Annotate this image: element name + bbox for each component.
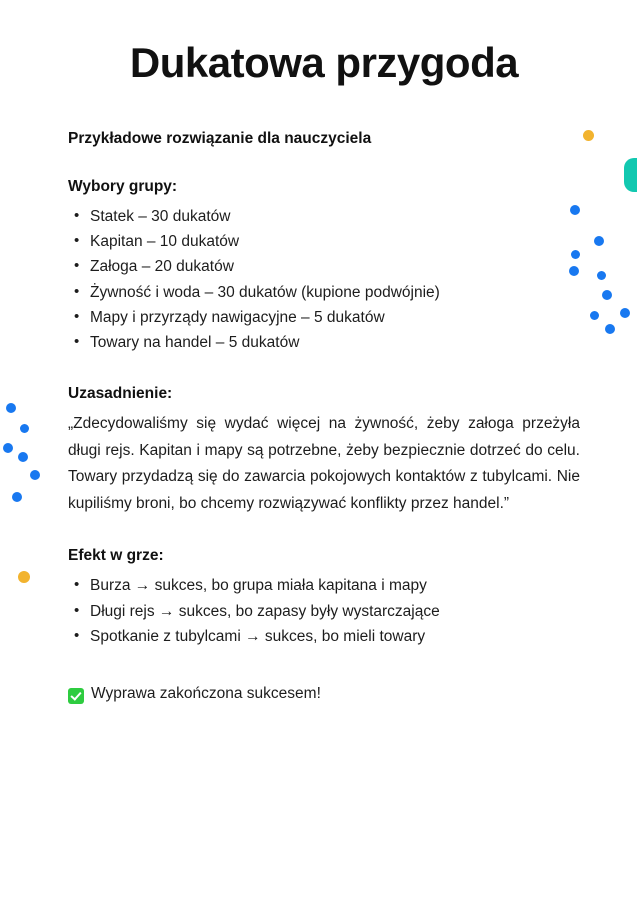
decor-dot-blue-6 [602,290,612,300]
check-mark-icon [68,688,84,704]
decor-teal-shape-right [624,158,637,192]
list-item: • Żywność i woda – 30 dukatów (kupione podwójnie) [74,280,580,305]
list-item: • Towary na handel – 5 dukatów [74,330,580,355]
page-title: Dukatowa przygoda [129,39,519,86]
list-item: • Kapitan – 10 dukatów [74,229,580,254]
decor-dot-yellow-left [18,571,30,583]
decor-dot-blue-left-2 [20,424,29,433]
list-item: • Burza → sukces, bo grupa miała kapitana i mapy [74,573,580,598]
effect-list [68,573,580,648]
section-heading-justification: Uzasadnienie: [68,384,173,402]
decor-dot-blue-5 [597,271,606,280]
decor-dot-yellow-top-right [583,130,594,141]
justification-text: „Zdecydowaliśmy się wydać więcej na żywność, żeby załoga przeżyła długi rejs. Kapitan i mapy są potrzebne, żeby bezpiecznie dotrzeć do celu. Towary przydadzą się do zawarcia pokojowych kontaktów z tubylcami. Nie kupiliśmy broni, bo chcemy rozwiązywać konflikty przez handel.” [68,414,580,512]
result-line [68,685,580,704]
list-item: • Mapy i przyrządy nawigacyjne – 5 dukatów [74,305,580,330]
choices-list [68,204,580,355]
lead-text: Przykładowe rozwiązanie dla nauczyciela [68,130,372,148]
list-item: • Statek – 30 dukatów [74,204,580,229]
section-heading-effect: Efekt w grze: [68,547,164,565]
decor-dot-blue-left-4 [18,452,28,462]
decor-dot-blue-left-1 [6,403,16,413]
decor-dot-blue-9 [605,324,615,334]
decor-dot-blue-8 [620,308,630,318]
list-item: • Załoga – 20 dukatów [74,254,580,279]
decor-dot-blue-left-3 [3,443,13,453]
result-text: Wyprawa zakończona sukcesem! [91,684,321,702]
decor-dot-blue-2 [594,236,604,246]
decor-dot-blue-left-5 [30,470,40,480]
section-heading-choices: Wybory grupy: [68,178,178,196]
list-item: • Długi rejs → sukces, bo zapasy były wystarczające [74,599,580,624]
list-item: • Spotkanie z tubylcami → sukces, bo mieli towary [74,624,580,649]
decor-dot-blue-7 [590,311,599,320]
decor-dot-blue-left-6 [12,492,22,502]
document-content [68,40,580,704]
